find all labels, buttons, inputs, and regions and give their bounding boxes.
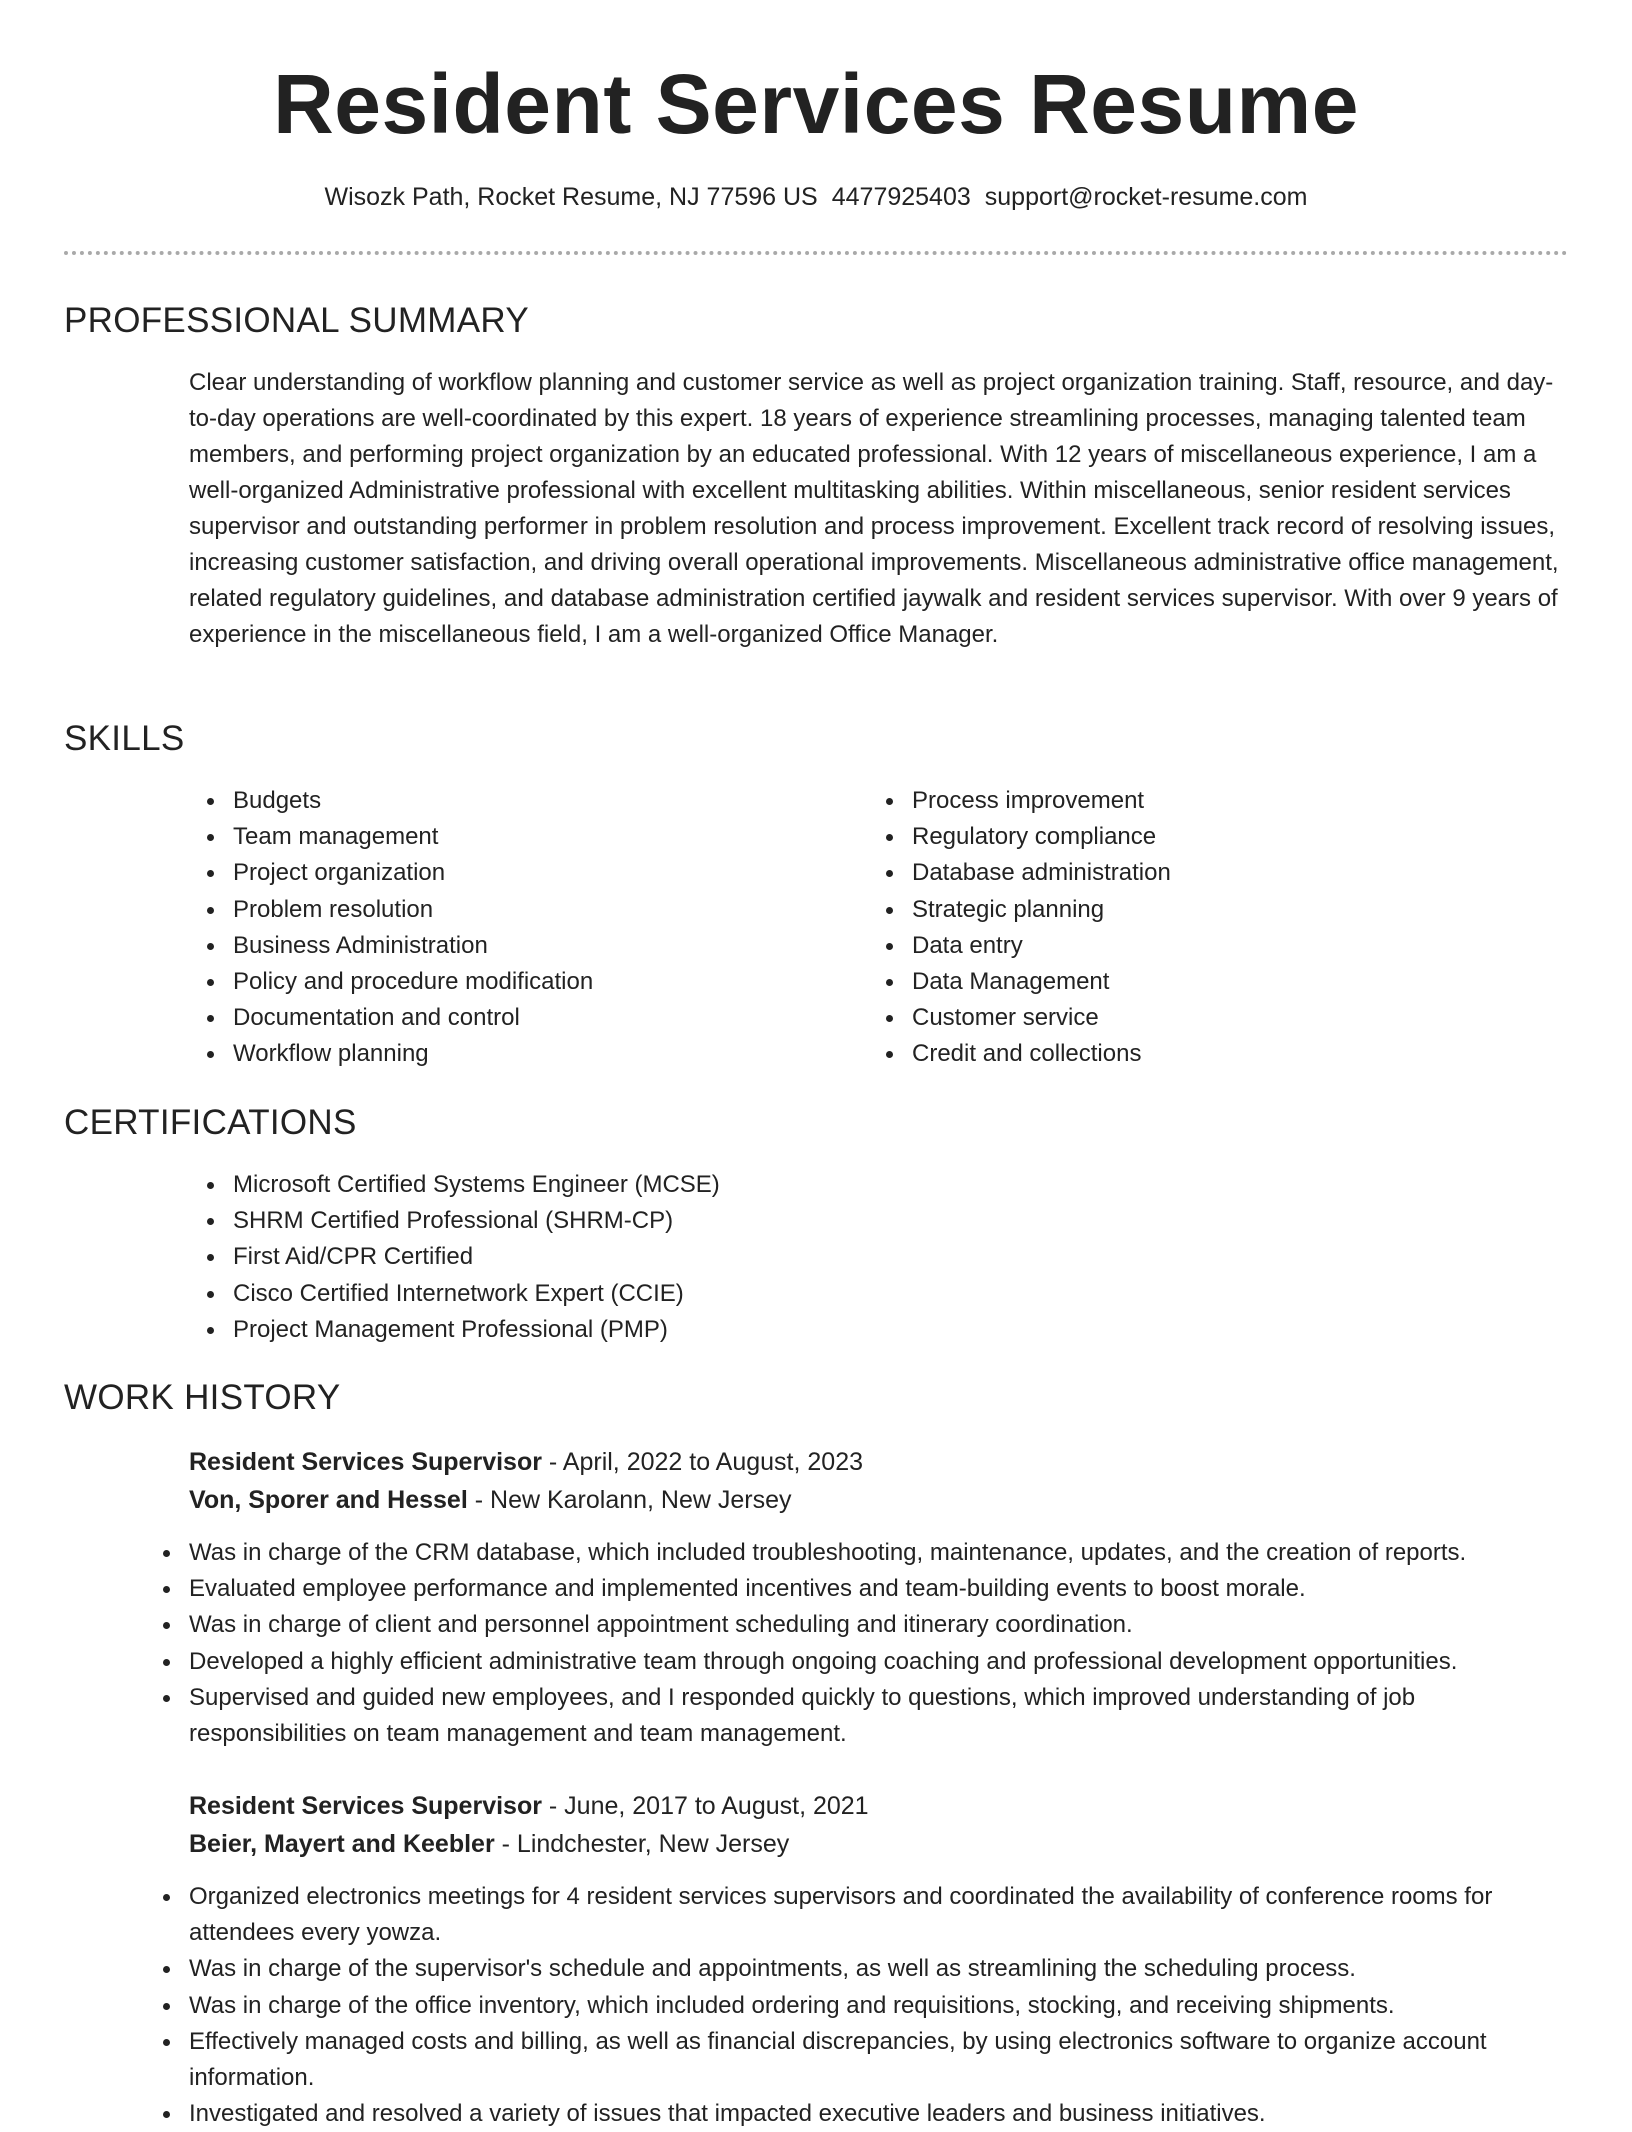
skill-item: Strategic planning [868, 892, 1508, 928]
job-company-line [189, 1825, 1579, 1863]
skills-list-left [189, 783, 829, 1073]
summary-text: Clear understanding of workflow planning and customer service as well as project organization training. Staff, resource, and day-to-day operations are well-coordinated by this expert. 18 years of experience streamlining processes, managing talented team members, and performing project organization by an educated professional. With 12 years of miscellaneous experience, I am a well-organized Administrative professional with excellent multitasking abilities. Within miscellaneous, senior resident services supervisor and outstanding performer in problem resolution and process improvement. Excellent track record of resolving issues, increasing customer satisfaction, and driving overall operational improvements. Miscellaneous administrative office management, related regulatory guidelines, and database administration certified jaywalk and resident services supervisor. With over 9 years of experience in the miscellaneous field, I am a well-organized Office Manager. [189, 369, 1559, 648]
contact-line [0, 182, 1632, 212]
job-title: Resident Services Supervisor [189, 1448, 542, 1476]
job-company-line [189, 1481, 1579, 1519]
job-bullet: Developed a highly efficient administrative team through ongoing coaching and professional development opportunities. [145, 1644, 1575, 1680]
skill-item: Data entry [868, 928, 1508, 964]
job-bullet: Was in charge of the supervisor's schedule and appointments, as well as streamlining the scheduling process. [145, 1951, 1575, 1987]
skill-item: Policy and procedure modification [189, 964, 829, 1000]
skill-item: Process improvement [868, 783, 1508, 819]
contact-email: support@rocket-resume.com [984, 183, 1308, 211]
job-entry [189, 1443, 1579, 1752]
job-location: - New Karolann, New Jersey [467, 1486, 792, 1514]
job-dates: - June, 2017 to August, 2021 [541, 1792, 869, 1820]
job-bullets [145, 1879, 1575, 2132]
job-entry [189, 1787, 1579, 2132]
job-dates: - April, 2022 to August, 2023 [541, 1448, 864, 1476]
skill-item: Team management [189, 819, 829, 855]
skill-item: Project organization [189, 855, 829, 891]
job-bullet: Was in charge of client and personnel appointment scheduling and itinerary coordination. [145, 1607, 1575, 1643]
job-bullet: Evaluated employee performance and implemented incentives and team-building events to boost morale. [145, 1571, 1575, 1607]
job-bullet: Supervised and guided new employees, and I responded quickly to questions, which improved understanding of job responsibilities on team management and team management. [145, 1680, 1575, 1752]
certification-item: Project Management Professional (PMP) [189, 1312, 1569, 1348]
job-bullet: Was in charge of the CRM database, which included troubleshooting, maintenance, updates, and the creation of reports. [145, 1535, 1575, 1571]
job-bullets [145, 1535, 1575, 1752]
job-location: - Lindchester, New Jersey [494, 1830, 790, 1858]
resume-title: Resident Services Resume [273, 57, 1359, 151]
skill-item: Documentation and control [189, 1000, 829, 1036]
certification-item: SHRM Certified Professional (SHRM-CP) [189, 1203, 1569, 1239]
skill-item: Regulatory compliance [868, 819, 1508, 855]
certifications-list [189, 1167, 1569, 1348]
certification-item: First Aid/CPR Certified [189, 1239, 1569, 1275]
skill-item: Database administration [868, 855, 1508, 891]
job-company: Von, Sporer and Hessel [189, 1486, 468, 1514]
contact-address: Wisozk Path, Rocket Resume, NJ 77596 US [324, 183, 818, 211]
skills-list-right [868, 783, 1508, 1073]
header-divider [64, 251, 1568, 255]
job-title-line [189, 1787, 1579, 1825]
work-history-heading: WORK HISTORY [64, 1378, 341, 1417]
job-company: Beier, Mayert and Keebler [189, 1830, 495, 1858]
skill-item: Credit and collections [868, 1036, 1508, 1072]
skill-item: Budgets [189, 783, 829, 819]
job-bullet: Was in charge of the office inventory, which included ordering and requisitions, stocking, and receiving shipments. [145, 1988, 1575, 2024]
summary-heading: PROFESSIONAL SUMMARY [64, 301, 529, 340]
job-bullet: Organized electronics meetings for 4 resident services supervisors and coordinated the availability of conference rooms for attendees every yowza. [145, 1879, 1575, 1951]
job-title: Resident Services Supervisor [189, 1792, 542, 1820]
job-bullet: Effectively managed costs and billing, as well as financial discrepancies, by using electronics software to organize account information. [145, 2024, 1575, 2096]
job-title-line [189, 1443, 1579, 1481]
skill-item: Data Management [868, 964, 1508, 1000]
skill-item: Problem resolution [189, 892, 829, 928]
certifications-heading: CERTIFICATIONS [64, 1103, 357, 1142]
job-bullet: Investigated and resolved a variety of issues that impacted executive leaders and business initiatives. [145, 2096, 1575, 2132]
skill-item: Customer service [868, 1000, 1508, 1036]
contact-phone: 4477925403 [831, 183, 971, 211]
certification-item: Microsoft Certified Systems Engineer (MCSE) [189, 1167, 1569, 1203]
skill-item: Business Administration [189, 928, 829, 964]
certification-item: Cisco Certified Internetwork Expert (CCIE) [189, 1276, 1569, 1312]
skill-item: Workflow planning [189, 1036, 829, 1072]
skills-heading: SKILLS [64, 719, 185, 758]
